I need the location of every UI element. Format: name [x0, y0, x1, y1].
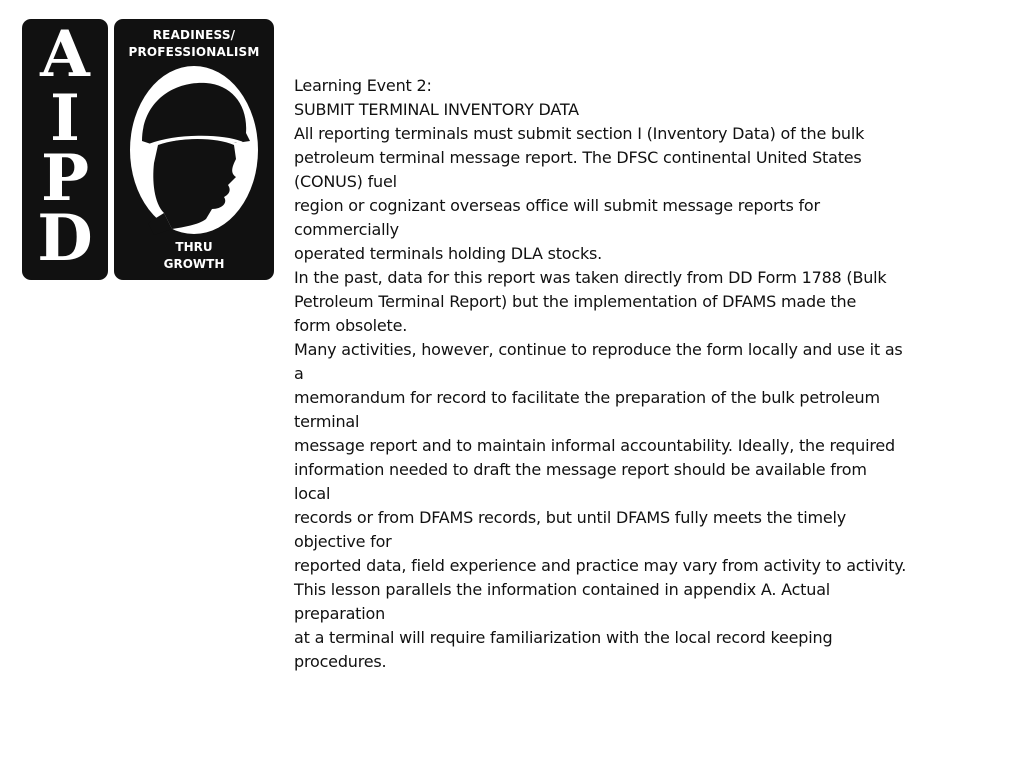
text-line: Petroleum Terminal Report) but the implementation of DFAMS made the	[294, 292, 857, 311]
text-line: region or cognizant overseas office will submit message reports for	[294, 196, 820, 215]
soldier-helmet-profile-icon	[124, 63, 264, 237]
text-line: reported data, field experience and practice may vary from activity to activity.	[294, 556, 907, 575]
text-line: form obsolete.	[294, 316, 408, 335]
text-line: at a terminal will require familiarization with the local record keeping	[294, 628, 833, 647]
logo-top-text	[114, 27, 274, 61]
text-line: operated terminals holding DLA stocks.	[294, 244, 603, 263]
text-line: terminal	[294, 412, 360, 431]
logo-letter-p: P	[40, 141, 90, 216]
logo-letters-panel	[22, 19, 108, 280]
text-line: This lesson parallels the information contained in appendix A. Actual	[294, 580, 831, 599]
text-line: Many activities, however, continue to reproduce the form locally and use it as	[294, 340, 903, 359]
text-line: memorandum for record to facilitate the preparation of the bulk petroleum	[294, 388, 880, 407]
text-line: commercially	[294, 220, 399, 239]
text-line: petroleum terminal message report. The DFSC continental United States	[294, 148, 862, 167]
logo-letter-a: A	[40, 17, 90, 92]
text-line: records or from DFAMS records, but until DFAMS fully meets the timely	[294, 508, 846, 527]
text-line: message report and to maintain informal accountability. Ideally, the required	[294, 436, 895, 455]
logo-emblem-panel	[114, 19, 274, 280]
text-line: objective for	[294, 532, 392, 551]
logo-letter-i: I	[50, 81, 80, 156]
aipd-logo	[22, 19, 274, 280]
text-line: procedures.	[294, 652, 387, 671]
logo-bottom-line: THRU	[175, 240, 213, 254]
text-line: (CONUS) fuel	[294, 172, 397, 191]
text-line: In the past, data for this report was taken directly from DD Form 1788 (Bulk	[294, 268, 887, 287]
logo-bottom-line: GROWTH	[163, 257, 225, 271]
text-line: preparation	[294, 604, 386, 623]
text-line: a	[294, 364, 304, 383]
text-line: All reporting terminals must submit section I (Inventory Data) of the bulk	[294, 124, 865, 143]
logo-bottom-text	[114, 239, 274, 273]
text-line: local	[294, 484, 331, 503]
logo-top-line: READINESS/	[152, 28, 236, 42]
lesson-heading: Learning Event 2:	[294, 76, 432, 95]
logo-top-line: PROFESSIONALISM	[128, 45, 260, 59]
lesson-text	[294, 74, 934, 674]
lesson-title: SUBMIT TERMINAL INVENTORY DATA	[294, 100, 579, 119]
logo-letter-d: D	[37, 201, 93, 276]
text-line: information needed to draft the message report should be available from	[294, 460, 867, 479]
